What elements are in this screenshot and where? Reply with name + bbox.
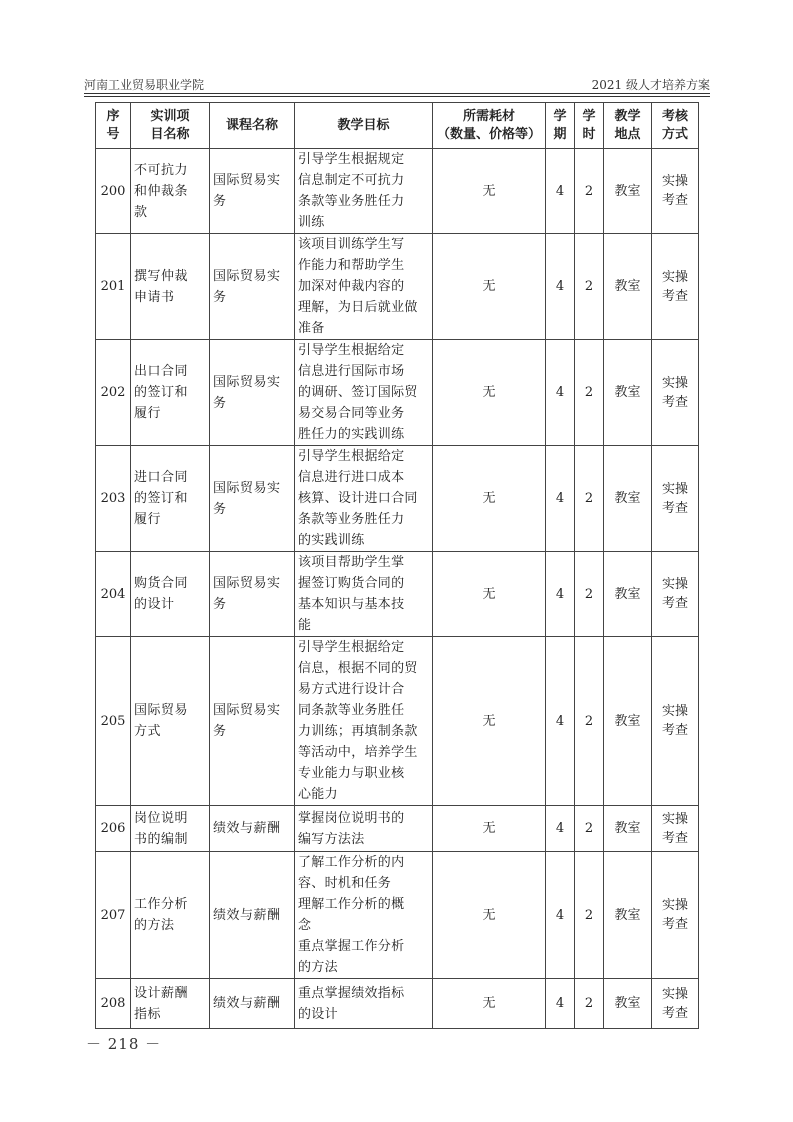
row-hours: 2 [575,446,604,552]
row-item-name: 购货合同 的设计 [131,552,210,637]
row-item-name: 国际贸易 方式 [131,637,210,806]
row-materials: 无 [433,637,546,806]
row-term: 4 [546,340,575,446]
row-course-name: 国际贸易实 务 [210,446,295,552]
header-rule-thick [84,93,710,94]
row-place: 教室 [604,446,652,552]
row-exam-method: 实操 考查 [652,637,699,806]
table-header-row [96,103,699,149]
row-course-name: 绩效与薪酬 [210,806,295,852]
row-item-name: 工作分析 的方法 [131,852,210,979]
row-course-name: 绩效与薪酬 [210,979,295,1029]
row-teaching-goal: 了解工作分析的内 容、时机和任务 理解工作分析的概 念 重点掌握工作分析 的方法 [295,852,433,979]
header-rule-thin [84,96,710,97]
row-seq: 201 [96,234,131,340]
row-course-name: 国际贸易实 务 [210,234,295,340]
row-seq: 204 [96,552,131,637]
row-hours: 2 [575,852,604,979]
row-item-name: 出口合同 的签订和 履行 [131,340,210,446]
header-item-name: 实训项 目名称 [131,103,210,149]
row-teaching-goal: 该项目训练学生写 作能力和帮助学生 加深对仲裁内容的 理解，为日后就业做 准备 [295,234,433,340]
row-seq: 208 [96,979,131,1029]
row-teaching-goal: 重点掌握绩效指标 的设计 [295,979,433,1029]
row-seq: 207 [96,852,131,979]
header-place: 教学 地点 [604,103,652,149]
table-row [96,806,699,852]
header-seq: 序 号 [96,103,131,149]
table-row [96,637,699,806]
table-row [96,234,699,340]
row-exam-method: 实操 考查 [652,806,699,852]
row-place: 教室 [604,979,652,1029]
table-row [96,446,699,552]
row-materials: 无 [433,552,546,637]
row-hours: 2 [575,234,604,340]
header-exam: 考核 方式 [652,103,699,149]
training-items-table [95,102,699,1029]
row-place: 教室 [604,340,652,446]
table-row [96,149,699,234]
row-place: 教室 [604,234,652,340]
row-teaching-goal: 引导学生根据给定 信息进行进口成本 核算、设计进口合同 条款等业务胜任力 的实践训练 [295,446,433,552]
row-hours: 2 [575,637,604,806]
table-row [96,979,699,1029]
row-item-name: 进口合同 的签订和 履行 [131,446,210,552]
table-body [96,149,699,1029]
row-exam-method: 实操 考查 [652,552,699,637]
row-place: 教室 [604,852,652,979]
row-term: 4 [546,852,575,979]
row-exam-method: 实操 考查 [652,979,699,1029]
header-document-title: 2021 级人才培养方案 [591,78,710,92]
row-place: 教室 [604,552,652,637]
row-teaching-goal: 引导学生根据规定 信息制定不可抗力 条款等业务胜任力 训练 [295,149,433,234]
row-teaching-goal: 引导学生根据给定 信息进行国际市场 的调研、签订国际贸 易交易合同等业务 胜任力的实践训练 [295,340,433,446]
row-materials: 无 [433,446,546,552]
row-exam-method: 实操 考查 [652,446,699,552]
row-term: 4 [546,979,575,1029]
row-teaching-goal: 引导学生根据给定 信息，根据不同的贸 易方式进行设计合 同条款等业务胜任 力训练；再填制条款 等活动中，培养学生 专业能力与职业核 心能力 [295,637,433,806]
header-course-name: 课程名称 [210,103,295,149]
row-item-name: 设计薪酬 指标 [131,979,210,1029]
row-hours: 2 [575,979,604,1029]
row-teaching-goal: 该项目帮助学生掌 握签订购货合同的 基本知识与基本技 能 [295,552,433,637]
row-term: 4 [546,446,575,552]
row-materials: 无 [433,234,546,340]
row-materials: 无 [433,340,546,446]
row-seq: 202 [96,340,131,446]
row-hours: 2 [575,149,604,234]
row-seq: 205 [96,637,131,806]
row-course-name: 绩效与薪酬 [210,852,295,979]
row-course-name: 国际贸易实 务 [210,340,295,446]
row-term: 4 [546,637,575,806]
table-row [96,552,699,637]
row-materials: 无 [433,806,546,852]
row-term: 4 [546,234,575,340]
table-row [96,340,699,446]
header-hours: 学 时 [575,103,604,149]
header-teaching-goal: 教学目标 [295,103,433,149]
page-number: － 218 － [86,1035,162,1053]
row-term: 4 [546,552,575,637]
row-course-name: 国际贸易实 务 [210,149,295,234]
row-materials: 无 [433,852,546,979]
row-item-name: 岗位说明 书的编制 [131,806,210,852]
header-term: 学 期 [546,103,575,149]
row-hours: 2 [575,806,604,852]
row-exam-method: 实操 考查 [652,852,699,979]
row-item-name: 不可抗力 和仲裁条 款 [131,149,210,234]
row-place: 教室 [604,637,652,806]
row-hours: 2 [575,552,604,637]
row-seq: 206 [96,806,131,852]
table-row [96,852,699,979]
row-term: 4 [546,149,575,234]
row-hours: 2 [575,340,604,446]
row-place: 教室 [604,149,652,234]
row-exam-method: 实操 考查 [652,340,699,446]
row-materials: 无 [433,149,546,234]
row-term: 4 [546,806,575,852]
row-place: 教室 [604,806,652,852]
row-course-name: 国际贸易实 务 [210,637,295,806]
header-school-name: 河南工业贸易职业学院 [84,78,205,92]
row-teaching-goal: 掌握岗位说明书的 编写方法法 [295,806,433,852]
row-course-name: 国际贸易实 务 [210,552,295,637]
row-seq: 203 [96,446,131,552]
row-seq: 200 [96,149,131,234]
header-materials: 所需耗材 （数量、价格等） [433,103,546,149]
running-header [84,76,710,94]
row-exam-method: 实操 考查 [652,234,699,340]
row-exam-method: 实操 考查 [652,149,699,234]
row-item-name: 撰写仲裁 申请书 [131,234,210,340]
row-materials: 无 [433,979,546,1029]
